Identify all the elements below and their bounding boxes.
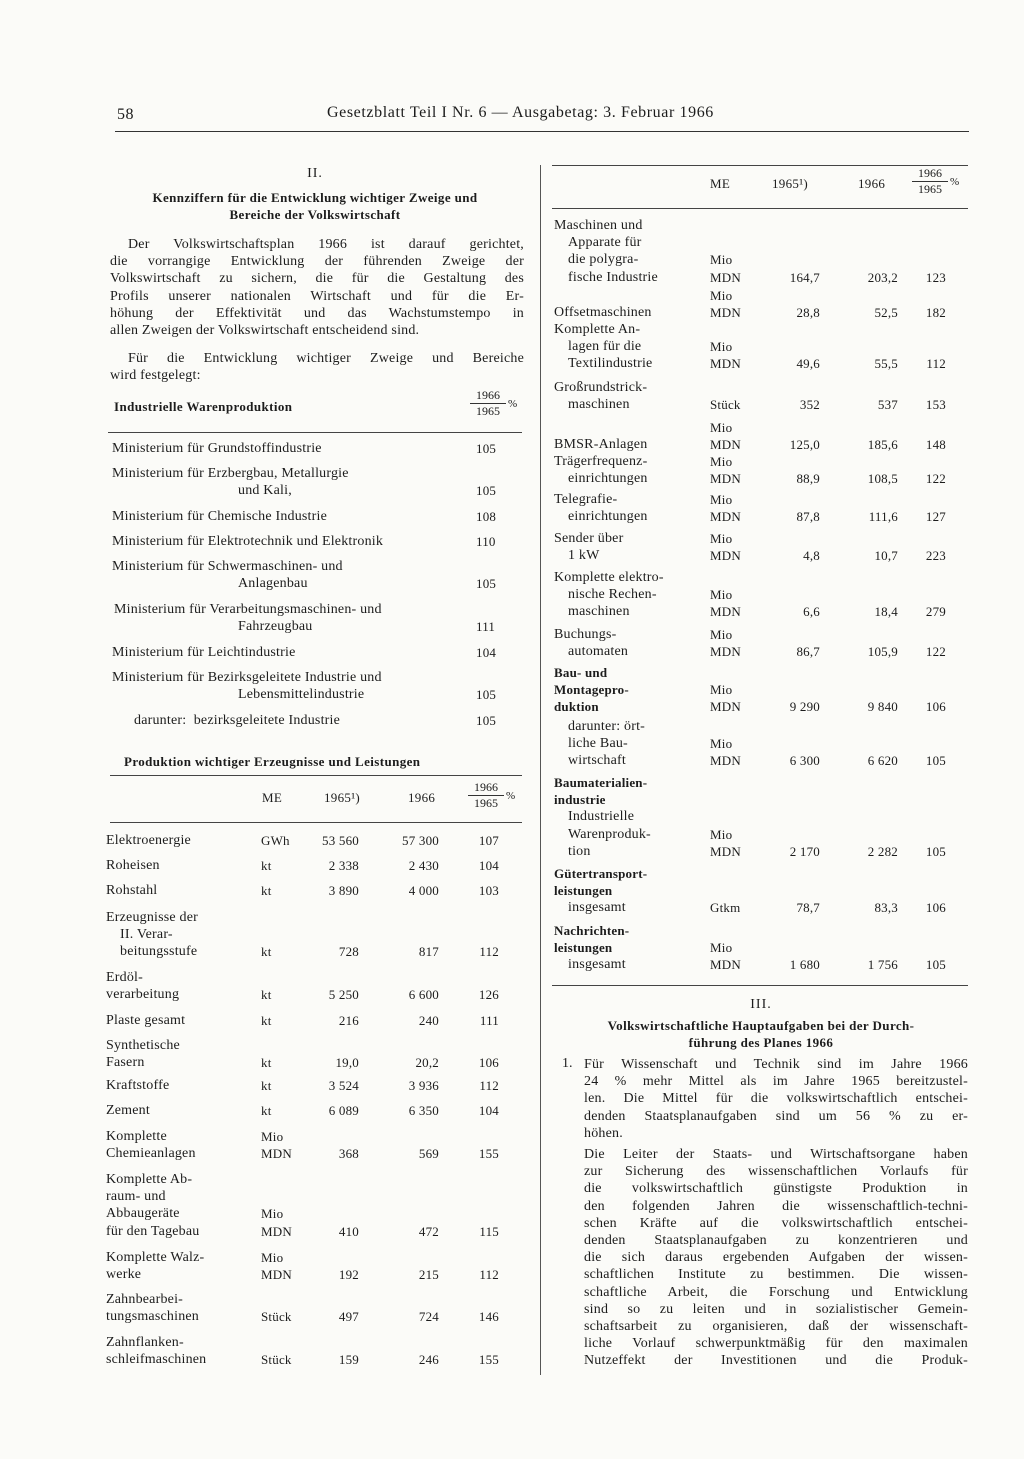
section-2-heading-line: Kennziffern für die Entwicklung wichtiger Zweige und	[152, 190, 478, 205]
table-row	[554, 865, 968, 917]
row-value: 105	[476, 712, 497, 728]
table-row	[106, 1077, 522, 1094]
row-value-1966: 203,2	[867, 269, 898, 285]
list-item	[584, 1056, 968, 1142]
text-line: Der Volkswirtschaftsplan 1966 ist darauf gerichtet,	[128, 237, 524, 252]
ratio-numerator: 1966	[912, 166, 948, 182]
row-unit: Mio MDN	[710, 530, 741, 564]
row-unit: Mio MDN	[710, 453, 741, 487]
text-line: höhung der Effektivität und das Wachstumstempo in	[110, 305, 524, 321]
text-line: schaftliche Arbeit, die Forschung und Entwicklung	[584, 1284, 968, 1300]
row-unit: Stück	[710, 397, 741, 413]
text-line: schaftlichen Institute zu bestimmen. Die wissen-	[584, 1267, 968, 1283]
row-value: 104	[476, 644, 497, 660]
row-value-1965: 1 680	[789, 957, 820, 973]
text-line: schaftsarbeit zu organisieren, daß der wissenschaft-	[584, 1319, 968, 1335]
row-value: 105	[476, 686, 497, 702]
row-label: Plaste gesamt	[106, 1013, 186, 1028]
row-value: 110	[476, 533, 496, 549]
row-unit: Mio MDN	[261, 1128, 292, 1162]
row-label: Telegrafie- einrichtungen	[554, 492, 648, 525]
row-value-1965: 53 560	[322, 832, 359, 848]
row-unit: kt	[261, 987, 272, 1003]
row-value-1965: 2 338	[328, 857, 359, 873]
row-value-1965: 6 089	[328, 1102, 359, 1118]
row-label: Ministerium für Grundstoffindustrie	[112, 441, 322, 456]
row-unit: Mio MDN	[710, 626, 741, 660]
table-row	[554, 530, 968, 564]
table-row	[554, 774, 968, 860]
row-value-1965: 497	[338, 1309, 359, 1325]
row-value-percent: 105	[925, 957, 946, 973]
ratio-denominator: 1965	[918, 182, 942, 196]
text-line: sind so zu leiten und in sozialistischer Gemein-	[584, 1301, 968, 1317]
row-label: Komplette An- lagen für die Textilindustrie	[554, 322, 653, 372]
row-unit: Mio MDN	[710, 419, 741, 453]
row-value-1965: 368	[338, 1146, 359, 1162]
row-unit: Mio MDN	[710, 682, 741, 715]
table-row	[554, 922, 968, 974]
row-label: Sender über 1 kW	[554, 531, 624, 564]
row-value: 108	[476, 508, 497, 524]
text-line: die volkswirtschaftlich günstigste Produktion in	[584, 1181, 968, 1197]
row-unit: Stück	[261, 1309, 292, 1325]
row-unit: kt	[261, 882, 272, 898]
row-value-percent: 223	[925, 548, 946, 564]
row-value-1966: 111,6	[868, 509, 898, 525]
row-label: Komplette Walz- werke	[106, 1250, 205, 1283]
ratio-numerator: 1966	[470, 388, 506, 404]
row-value-1965: 164,7	[789, 269, 820, 285]
row-label: Ministerium für Elektrotechnik und Elektronik	[112, 534, 384, 549]
row-unit: kt	[261, 944, 272, 960]
row-value-1965: 3 890	[328, 882, 359, 898]
row-value-1965: 86,7	[796, 644, 820, 660]
section-2-paragraph-2	[110, 350, 524, 384]
row-value: 105	[476, 482, 497, 498]
row-value-percent: 155	[478, 1146, 499, 1162]
text-line: denden Staatsplanaufgaben zu konzentrieren und	[584, 1233, 968, 1249]
row-label: Erzeugnisse der II. Verar- beitungsstufe	[106, 910, 199, 960]
row-label: Ministerium für Leichtindustrie	[112, 645, 296, 660]
text-line: Profils unserer nationalen Wirtschaft und für die Er-	[110, 288, 524, 304]
row-value-1965: 87,8	[796, 509, 820, 525]
row-value-1966: 6 620	[867, 753, 898, 769]
section-2-paragraph-1	[110, 236, 524, 339]
row-value-1966: 52,5	[874, 305, 898, 321]
text-line: höhen.	[584, 1125, 623, 1141]
section-3-heading	[552, 1017, 970, 1051]
row-value: 111	[476, 618, 496, 634]
row-unit: Mio MDN	[710, 252, 741, 285]
percent-sign: %	[950, 176, 960, 188]
row-value-percent: 106	[478, 1055, 499, 1071]
table-row	[106, 1128, 522, 1162]
text-line: den folgenden Jahren die wissenschaftlich-techni-	[584, 1198, 968, 1214]
row-value-1965: 216	[338, 1012, 359, 1028]
text-line: zur Sicherung des wissenschaftlichen Vorlaufs für	[584, 1164, 968, 1180]
table-rule	[110, 822, 522, 823]
table-row	[554, 569, 968, 621]
row-value-1966: 1 756	[867, 957, 898, 973]
row-value-1966: 724	[418, 1309, 439, 1325]
row-label: Ministerium für Verarbeitungsmaschinen- und Fahrzeugbau	[114, 602, 382, 635]
row-value-1966: 246	[418, 1352, 439, 1368]
table-row	[554, 664, 968, 716]
ratio-denominator: 1965	[474, 796, 498, 810]
row-label: Nachrichten- leistungen insgesamt	[554, 923, 630, 973]
table-row	[112, 440, 522, 457]
row-value-1966: 569	[418, 1146, 439, 1162]
row-label: Ministerium für Schwermaschinen- und Anlagenbau	[112, 559, 343, 592]
row-value-1965: 6,6	[803, 604, 820, 620]
row-value-percent: 122	[925, 471, 946, 487]
table-row	[554, 287, 968, 321]
row-value-1966: 4 000	[408, 882, 439, 898]
table-row	[554, 379, 968, 413]
text-line: denden Staatsplanaufgaben sind um 56 % zu er-	[584, 1108, 968, 1124]
section-2-heading	[106, 189, 524, 223]
row-value-1965: 125,0	[789, 437, 820, 453]
row-value-percent: 155	[478, 1352, 499, 1368]
col-header-me: ME	[262, 790, 283, 805]
row-value-1966: 2 282	[867, 843, 898, 859]
row-unit: Stück	[261, 1352, 292, 1368]
row-label: darunter: ört- liche Bau- wirtschaft	[568, 719, 646, 769]
row-label: Zement	[106, 1103, 150, 1118]
percent-sign: %	[506, 790, 516, 802]
row-label: Buchungs- automaten	[554, 627, 629, 660]
table-rule	[552, 165, 968, 166]
table-row	[106, 909, 522, 961]
row-value-1965: 5 250	[328, 987, 359, 1003]
row-value-1966: 472	[418, 1223, 439, 1239]
row-value-percent: 104	[478, 857, 499, 873]
row-value-1965: 28,8	[796, 305, 820, 321]
row-label: Erdöl- verarbeitung	[106, 970, 180, 1003]
row-value-percent: 112	[479, 1077, 499, 1093]
row-value-1966: 105,9	[867, 644, 898, 660]
row-value-percent: 104	[478, 1102, 499, 1118]
row-label: darunter: bezirksgeleitete Industrie	[134, 713, 341, 728]
row-value-1966: 20,2	[415, 1055, 439, 1071]
row-value-1966: 55,5	[874, 356, 898, 372]
row-label: Ministerium für Erzbergbau, Metallurgie und Kali,	[112, 466, 349, 499]
row-value-percent: 182	[925, 305, 946, 321]
row-unit: Mio MDN	[261, 1206, 292, 1239]
row-value-percent: 115	[479, 1223, 499, 1239]
text-line: schen Kräfte auf die volkswirtschaftlich entschei-	[584, 1215, 968, 1231]
row-value-percent: 112	[479, 944, 499, 960]
row-value-1965: 9 290	[789, 699, 820, 715]
table-rule	[108, 432, 522, 433]
row-value: 105	[476, 575, 497, 591]
row-value-percent: 126	[478, 987, 499, 1003]
table-row	[134, 712, 522, 729]
text-line: len. Die Mittel für die volkswirtschaftlich entschei-	[584, 1091, 968, 1107]
row-value-1965: 159	[338, 1352, 359, 1368]
row-label: Roheisen	[106, 858, 160, 873]
table-row	[554, 453, 968, 487]
row-unit: kt	[261, 857, 272, 873]
section-3-heading-line: führung des Planes 1966	[688, 1035, 834, 1050]
column-divider	[540, 165, 541, 1375]
row-unit: Mio MDN	[710, 826, 741, 859]
products-table-title: Produktion wichtiger Erzeugnisse und Leistungen	[124, 754, 421, 769]
row-value-percent: 112	[926, 356, 946, 372]
section-2-number: II.	[307, 166, 323, 181]
row-value-1965: 4,8	[803, 548, 820, 564]
ratio-header	[468, 780, 504, 811]
percent-sign: %	[508, 398, 518, 410]
text-line: allen Zweigen der Volkswirtschaft entscheidend sind.	[110, 323, 420, 339]
col-header-1966: 1966	[858, 176, 886, 191]
row-value-1965: 2 170	[789, 843, 820, 859]
table-row	[112, 558, 522, 592]
ratio-numerator: 1966	[468, 780, 504, 796]
table-row	[112, 508, 522, 525]
row-value-percent: 111	[479, 1012, 499, 1028]
row-value-1965: 88,9	[796, 471, 820, 487]
row-label: Zahnflanken- schleifmaschinen	[106, 1335, 207, 1368]
row-label: Ministerium für Bezirksgeleitete Industrie und Lebensmittelindustrie	[112, 670, 382, 703]
row-value-1966: 3 936	[408, 1077, 439, 1093]
col-header-me: ME	[710, 176, 731, 191]
row-label: Ministerium für Chemische Industrie	[112, 509, 328, 524]
row-value-percent: 106	[925, 699, 946, 715]
table-row	[554, 491, 968, 525]
row-unit: Mio MDN	[261, 1249, 292, 1283]
table-row	[106, 1171, 522, 1240]
row-value-1966: 537	[877, 397, 898, 413]
ratio-header	[470, 388, 506, 419]
row-value-1966: 57 300	[402, 832, 439, 848]
row-label: Trägerfrequenz- einrichtungen	[554, 454, 648, 487]
row-value-1965: 19,0	[335, 1055, 359, 1071]
row-value-percent: 106	[925, 900, 946, 916]
row-label: Bau- und Montagepro- duktion	[554, 665, 629, 715]
row-unit: kt	[261, 1102, 272, 1118]
table-row	[112, 533, 522, 550]
row-value-percent: 123	[925, 269, 946, 285]
table-row	[554, 321, 968, 373]
row-value-1965: 410	[338, 1223, 359, 1239]
row-value-1966: 83,3	[874, 900, 898, 916]
row-unit: Mio MDN	[710, 287, 741, 321]
row-unit: Mio MDN	[710, 339, 741, 372]
text-line: die sich daraus ergebenden Aufgaben der wissen-	[584, 1250, 968, 1266]
row-unit: GWh	[261, 832, 290, 848]
row-value-1965: 728	[338, 944, 359, 960]
row-label: Offsetmaschinen	[554, 305, 652, 321]
row-value-1966: 108,5	[867, 471, 898, 487]
row-value-1965: 3 524	[328, 1077, 359, 1093]
row-value-percent: 103	[478, 882, 499, 898]
row-value-1966: 185,6	[867, 437, 898, 453]
row-value-1966: 10,7	[874, 548, 898, 564]
text-line: Die Leiter der Staats- und Wirtschaftsorgane haben	[584, 1147, 968, 1162]
table-rule	[552, 985, 968, 986]
text-line: Für die Entwicklung wichtiger Zweige und Bereiche	[128, 351, 524, 366]
row-label: Baumaterialien- industrie Industrielle Warenproduk- tion	[554, 775, 651, 859]
section-2-heading-line: Bereiche der Volkswirtschaft	[229, 207, 401, 222]
row-value-percent: 107	[478, 832, 499, 848]
table-row	[106, 1102, 522, 1119]
industry-table-title: Industrielle Warenproduktion	[114, 399, 293, 414]
section-3-heading-line: Volkswirtschaftliche Hauptaufgaben bei der Durch-	[607, 1018, 915, 1033]
list-item-number: 1.	[562, 1056, 573, 1071]
table-row	[554, 626, 968, 660]
row-label: Elektroenergie	[106, 833, 191, 848]
row-label: Komplette Ab- raum- und Abbaugeräte für den Tagebau	[106, 1172, 200, 1239]
table-row	[112, 644, 522, 661]
row-value-1966: 6 600	[408, 987, 439, 1003]
table-row	[106, 969, 522, 1003]
table-row	[106, 1334, 522, 1368]
row-value-percent: 112	[479, 1267, 499, 1283]
ratio-header	[912, 166, 948, 197]
text-line: Nutzeffekt der Investitionen und die Produk-	[584, 1353, 968, 1369]
row-value-percent: 146	[478, 1309, 499, 1325]
running-head: Gesetzblatt Teil I Nr. 6 — Ausgabetag: 3. Februar 1966	[327, 104, 714, 121]
header-rule	[115, 131, 969, 132]
row-value-percent: 279	[925, 604, 946, 620]
row-unit: Mio MDN	[710, 587, 741, 620]
row-value-1966: 817	[418, 944, 439, 960]
row-unit: Gtkm	[710, 900, 741, 916]
table-row	[112, 669, 522, 703]
row-value-1965: 352	[799, 397, 820, 413]
text-line: 24 % mehr Mittel als im Jahre 1965 bereitzustel-	[584, 1074, 968, 1090]
row-label: Komplette Chemieanlagen	[106, 1129, 196, 1162]
table-row	[106, 1291, 522, 1325]
text-line: Volkswirtschaft zu sichern, die für die Gestaltung des	[110, 271, 524, 287]
row-value-percent: 153	[925, 397, 946, 413]
row-unit: kt	[261, 1055, 272, 1071]
table-row	[106, 1037, 522, 1071]
row-value-1966: 2 430	[408, 857, 439, 873]
table-row	[554, 718, 968, 770]
row-value-percent: 122	[925, 644, 946, 660]
row-unit: Mio MDN	[710, 736, 741, 769]
ratio-denominator: 1965	[476, 404, 500, 418]
table-row	[112, 465, 522, 499]
row-label: Maschinen und Apparate für die polygra- fische Industrie	[554, 218, 658, 285]
row-value-1965: 6 300	[789, 753, 820, 769]
page-number: 58	[117, 106, 134, 123]
row-value-1966: 9 840	[867, 699, 898, 715]
row-value-percent: 105	[925, 753, 946, 769]
table-row	[114, 601, 522, 635]
text-line: wird festgelegt:	[110, 368, 201, 384]
row-value-1966: 240	[418, 1012, 439, 1028]
row-unit: kt	[261, 1077, 272, 1093]
row-unit: Mio MDN	[710, 940, 741, 973]
col-header-1965: 1965¹)	[772, 176, 809, 191]
row-value-percent: 127	[925, 509, 946, 525]
table-row	[106, 857, 522, 874]
row-label: Synthetische Fasern	[106, 1038, 180, 1071]
text-line: liche Vorlauf schwerpunktmäßig für den maximalen	[584, 1336, 968, 1352]
table-row	[106, 882, 522, 899]
table-row	[554, 217, 968, 286]
table-row	[106, 832, 522, 849]
col-header-1966: 1966	[408, 790, 436, 805]
row-label: Kraftstoffe	[106, 1078, 170, 1093]
row-unit: kt	[261, 1012, 272, 1028]
row-label: Komplette elektro- nische Rechen- maschinen	[554, 570, 664, 620]
row-label: Großrundstrick- maschinen	[554, 380, 648, 413]
section-3-number: III.	[750, 997, 772, 1012]
row-value-1965: 78,7	[796, 900, 820, 916]
col-header-1965: 1965¹)	[324, 790, 361, 805]
row-value-percent: 105	[925, 843, 946, 859]
row-value-1966: 6 350	[408, 1102, 439, 1118]
row-value-1965: 49,6	[796, 356, 820, 372]
table-rule	[552, 208, 968, 209]
row-label: Zahnbearbei- tungsmaschinen	[106, 1292, 200, 1325]
table-row	[106, 1249, 522, 1283]
row-value-1966: 215	[418, 1267, 439, 1283]
row-unit: Mio MDN	[710, 491, 741, 525]
row-label: Gütertransport- leistungen insgesamt	[554, 866, 648, 916]
row-value: 105	[476, 440, 497, 456]
section-3-paragraph	[584, 1146, 968, 1370]
row-value-percent: 148	[925, 437, 946, 453]
table-rule	[110, 775, 522, 776]
table-row	[554, 419, 968, 453]
text-line: die vorrangige Entwicklung der führenden Zweige der	[110, 254, 524, 270]
table-row	[106, 1012, 522, 1029]
row-value-1966: 18,4	[874, 604, 898, 620]
text-line: Für Wissenschaft und Technik sind im Jahre 1966	[584, 1057, 968, 1072]
row-label: BMSR-Anlagen	[554, 437, 648, 453]
row-value-1965: 192	[338, 1267, 359, 1283]
row-label: Rohstahl	[106, 883, 158, 898]
